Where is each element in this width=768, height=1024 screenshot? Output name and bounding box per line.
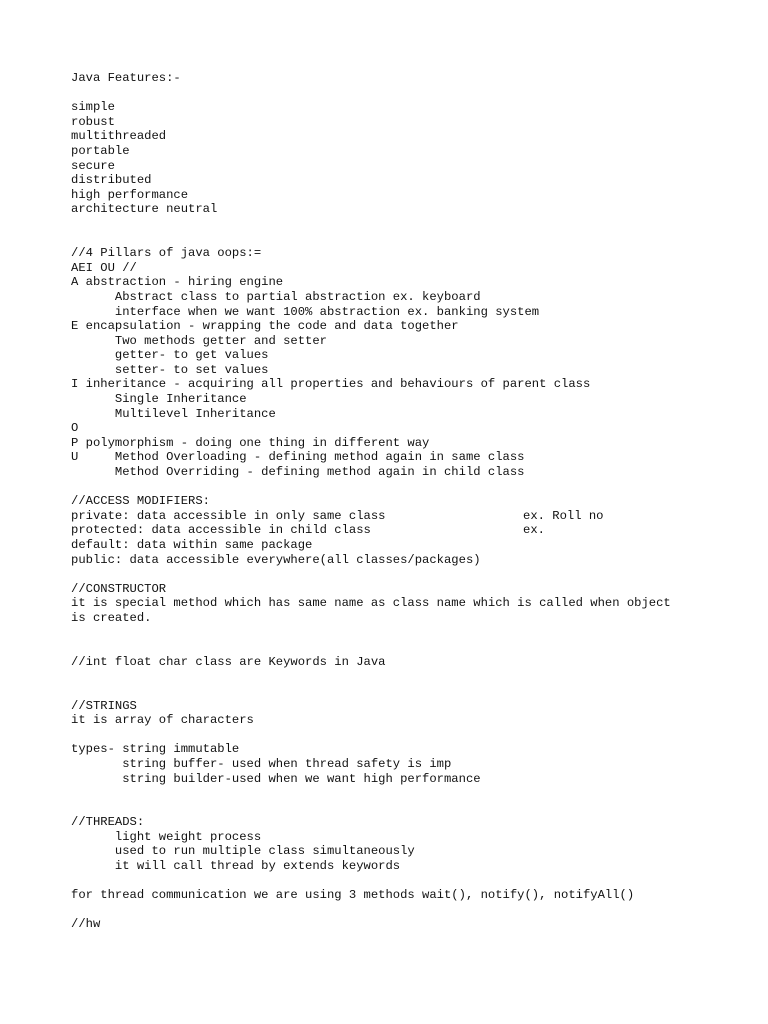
text-line [71,523,751,538]
blank-line [71,640,751,655]
access-modifier-text: private: data accessible in only same class [71,508,386,523]
blank-line [71,903,751,918]
text-line: string builder-used when we want high performance [71,771,481,786]
text-line: it is array of characters [71,713,254,728]
text-line: Two methods getter and setter [71,333,327,348]
text-line: Java Features:- [71,71,181,85]
text-line: //int float char class are Keywords in Java [71,654,386,669]
blank-line [71,480,751,495]
blank-line [71,626,751,641]
text-line: light weight process [71,829,262,844]
text-line: architecture neutral [71,202,218,217]
text-line: //4 Pillars of java oops:= [71,246,262,261]
text-line: distributed [71,173,152,188]
text-line: public: data accessible everywhere(all classes/packages) [71,552,481,567]
text-line: U Method Overloading - defining method again in same class [71,450,525,465]
text-line: portable [71,143,130,158]
text-line: I inheritance - acquiring all properties and behaviours of parent class [71,377,591,392]
text-line: //ACCESS MODIFIERS: [71,494,210,509]
text-line: multithreaded [71,129,167,144]
text-line: O [71,421,79,436]
blank-line [71,232,751,247]
text-line: for thread communication we are using 3 methods wait(), notify(), notifyAll() [71,888,635,903]
text-line: //STRINGS [71,698,137,713]
blank-line [71,669,751,684]
access-modifier-text: protected: data accessible in child class [71,523,371,538]
text-line: //hw [71,917,101,932]
blank-line [71,567,751,582]
blank-line [71,86,751,101]
text-line: AEI OU // [71,260,137,275]
blank-line [71,874,751,889]
text-line: Single Inheritance [71,392,247,407]
text-line: //CONSTRUCTOR [71,581,167,596]
text-line: setter- to set values [71,362,269,377]
text-line: secure [71,158,115,173]
text-line: getter- to get values [71,348,269,363]
text-line: simple [71,100,115,115]
text-line: interface when we want 100% abstraction ex. banking system [71,304,540,319]
blank-line [71,728,751,743]
text-line: it will call thread by extends keywords [71,859,401,874]
access-modifier-example: ex. [523,523,545,538]
blank-line [71,786,751,801]
text-line: P polymorphism - doing one thing in different way [71,435,430,450]
blank-line [71,217,751,232]
text-line: types- string immutable [71,742,240,757]
text-line: E encapsulation - wrapping the code and data together [71,319,459,334]
text-line: robust [71,114,115,129]
document-page [71,71,751,932]
text-line: used to run multiple class simultaneously [71,844,415,859]
text-line: it is special method which has same name as class name which is called when object [71,596,671,611]
access-modifier-example: ex. Roll no [523,508,604,523]
blank-line [71,684,751,699]
text-line: Multilevel Inheritance [71,406,276,421]
text-line: Method Overriding - defining method again in child class [71,465,525,480]
text-line: is created. [71,610,152,625]
text-line: A abstraction - hiring engine [71,275,284,290]
text-line: high performance [71,187,189,202]
text-line [71,509,751,524]
text-line: string buffer- used when thread safety is imp [71,756,452,771]
text-line: default: data within same package [71,538,313,552]
text-line: Abstract class to partial abstraction ex. keyboard [71,289,481,304]
blank-line [71,801,751,816]
text-line: //THREADS: [71,815,145,830]
